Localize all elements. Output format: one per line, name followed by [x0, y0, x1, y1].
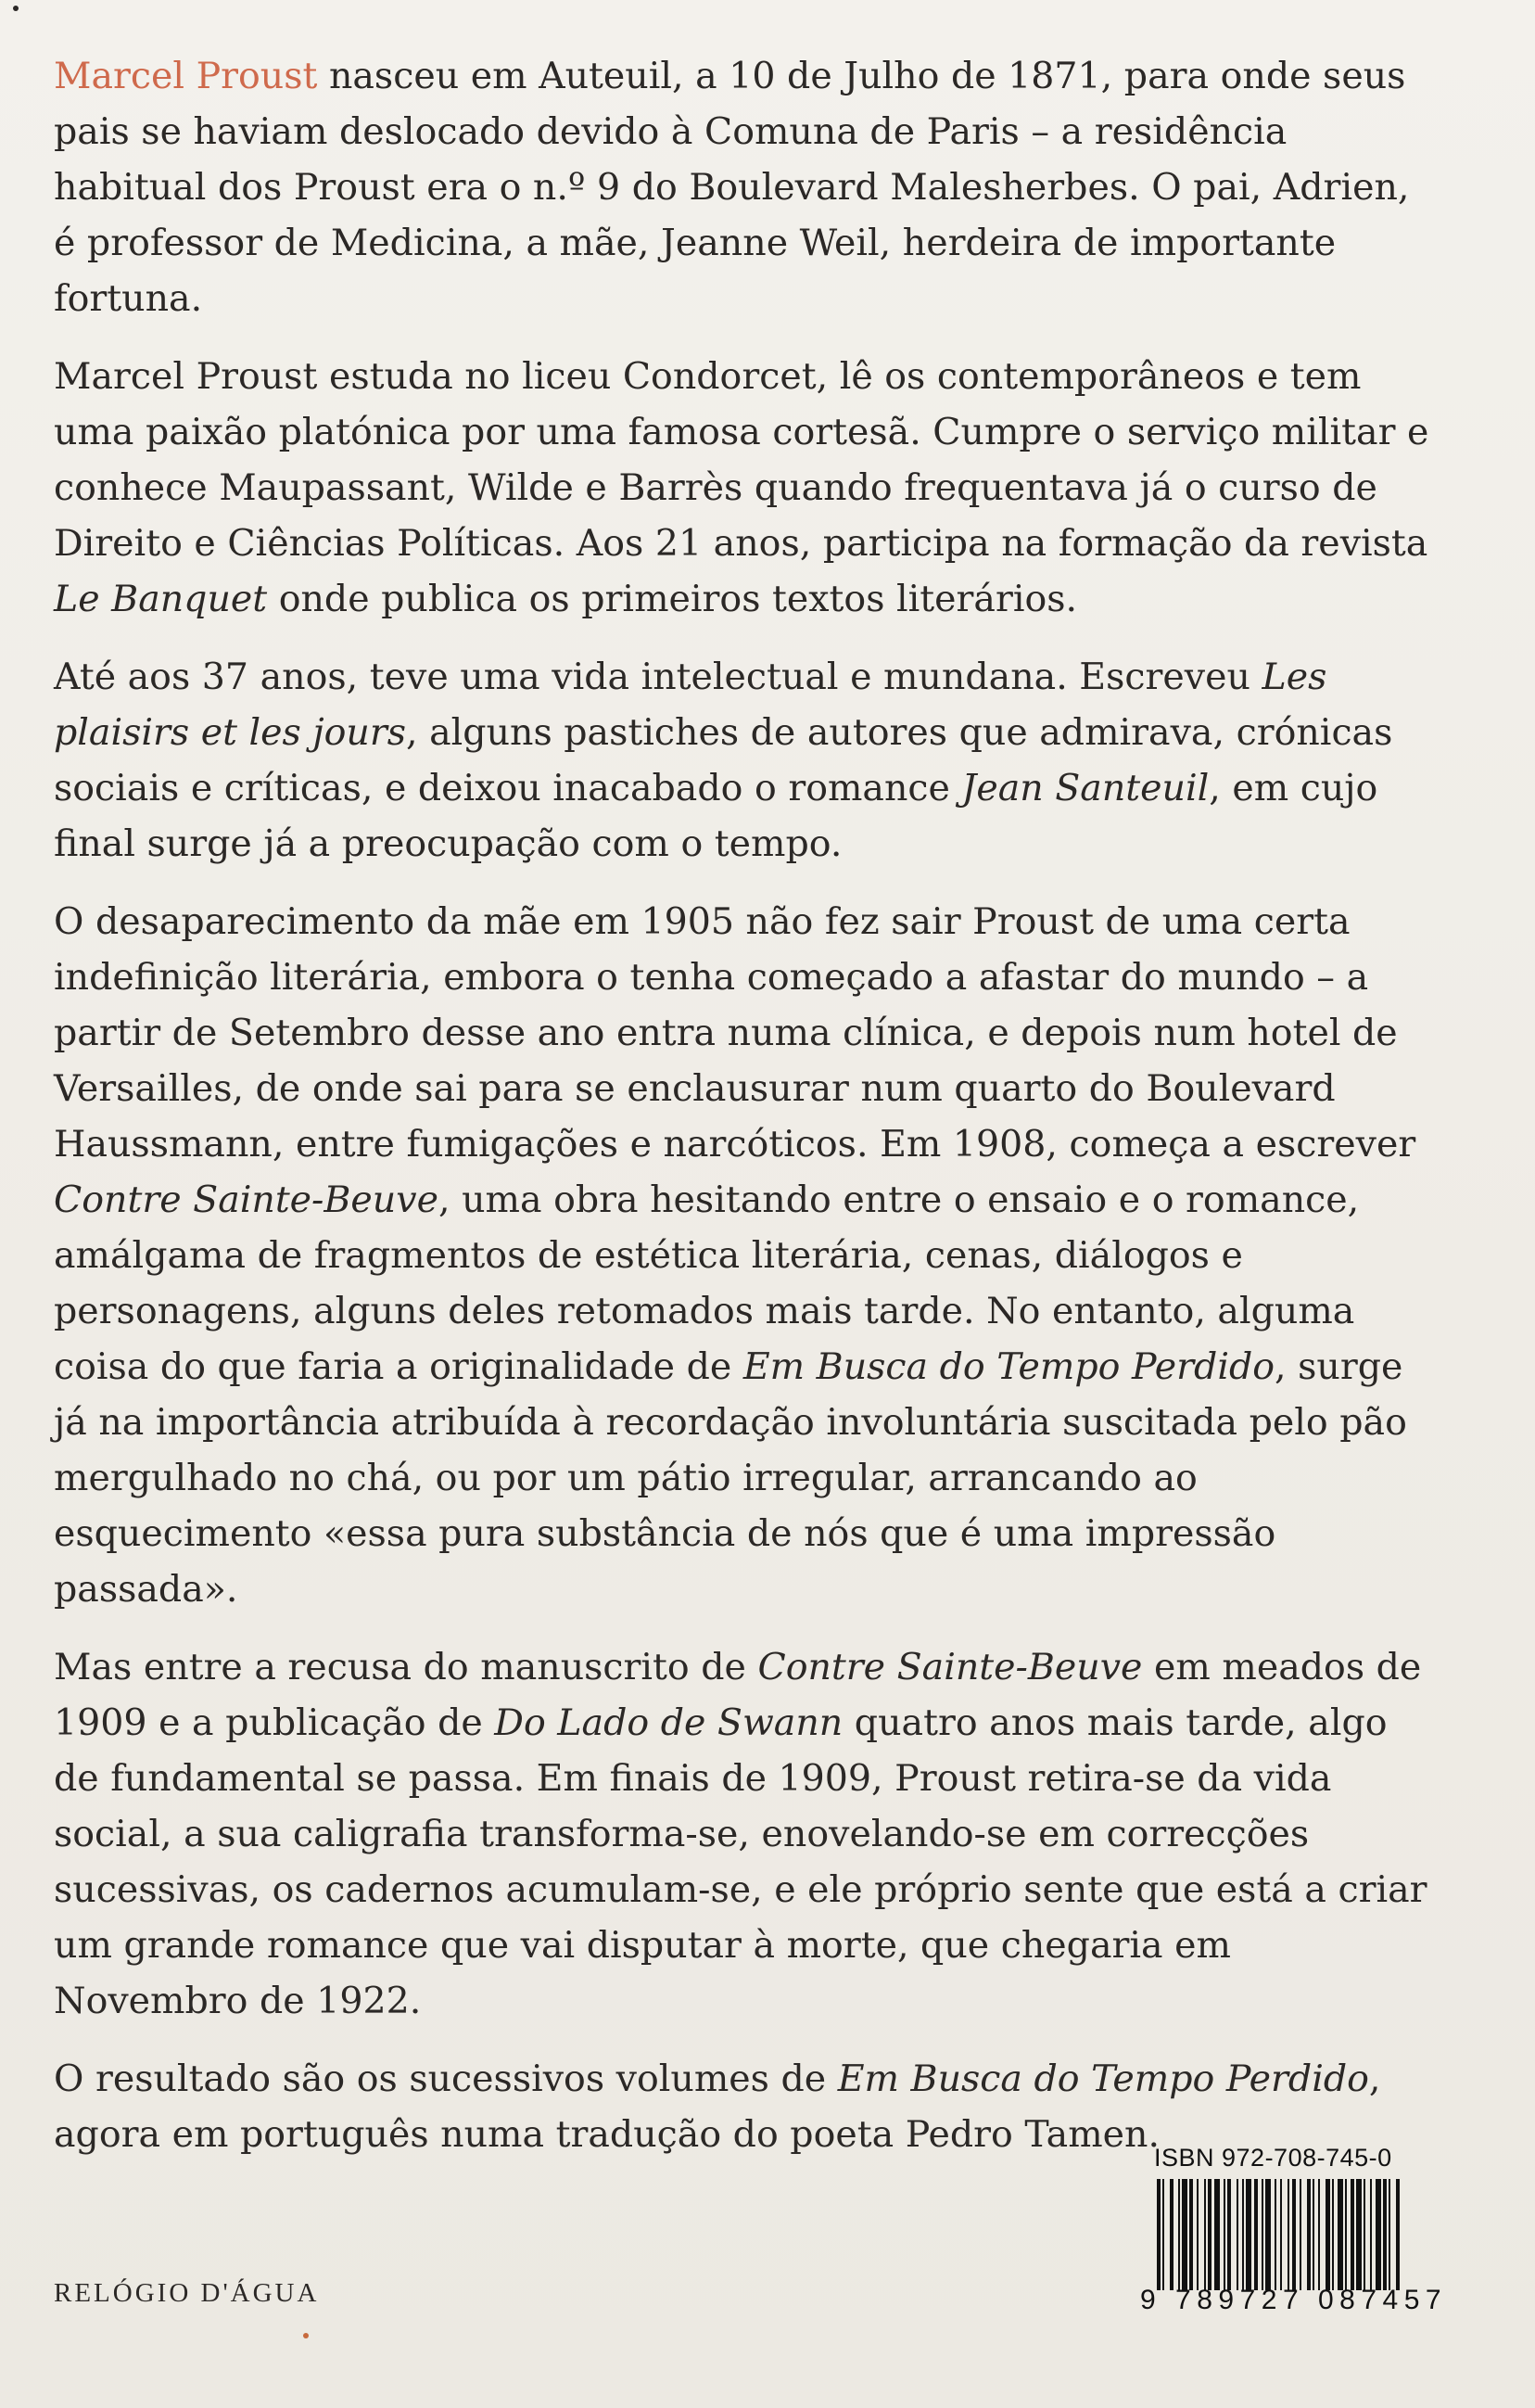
barcode-bar — [1182, 2179, 1187, 2290]
barcode-bar — [1275, 2179, 1276, 2290]
barcode-bar — [1356, 2179, 1362, 2290]
paragraph-5: Mas entre a recusa do manuscrito de Contre Sainte-Beuve em meados de 1909 e a publicação de Do Lado de Swann quatro anos mais tarde, algo de fundamental se passa. Em finais de 1909, Proust retira-se da vida social, a sua caligrafia transforma-se, enovelando-se em correcções sucessivas, os cadernos acumulam-se, e ele próprio sente que está a criar um grande romance que vai disputar à morte, que chegaria em Novembro de 1922. — [54, 1646, 1427, 2022]
barcode-bar — [1313, 2179, 1314, 2290]
barcode-bar — [1376, 2179, 1381, 2290]
paragraph-4: O desaparecimento da mãe em 1905 não fez sair Proust de uma certa indefinição literária, embora o tenha começado a afastar do mundo – a partir de Setembro desse ano entra numa clínica, e depois num hotel de Versailles, de onde sai para se enclausurar num quarto do Boulevard Haussmann, entre fumigações e narcóticos. Em 1908, começa a escrever Contre Sainte-Beuve, uma obra hesitando entre o ensaio e o romance, amálgama de fragmentos de estética literária, cenas, diálogos e personagens, alguns deles retomados mais tarde. No entanto, alguma coisa do que faria a originalidade de Em Busca do Tempo Perdido, surge já na importância atribuída à recordação involuntária suscitada pelo pão mergulhado no chá, ou por um pátio irregular, arrancando ao esquecimento «essa pura substância de nós que é uma impressão passada». — [54, 900, 1416, 1611]
paragraph-6: O resultado são os sucessivos volumes de Em Busca do Tempo Perdido, agora em português numa tradução do poeta Pedro Tamen. — [54, 2058, 1381, 2156]
barcode-bar — [1237, 2179, 1238, 2290]
barcode-bar — [1332, 2179, 1334, 2290]
barcode-bar — [1157, 2179, 1161, 2290]
paragraph-1 — [54, 48, 1435, 326]
barcode-bar — [1197, 2179, 1199, 2290]
title-jean-santeuil: Jean Santeuil — [961, 767, 1210, 809]
barcode-bar — [1208, 2179, 1212, 2290]
barcode-bar — [1288, 2179, 1289, 2290]
barcode-bar — [1307, 2179, 1311, 2290]
barcode-bar — [1338, 2179, 1343, 2290]
barcode-bar — [1254, 2179, 1258, 2290]
barcode-bar — [1318, 2179, 1320, 2290]
title-em-busca: Em Busca do Tempo Perdido — [837, 2058, 1369, 2100]
barcode-bar — [1170, 2179, 1173, 2290]
barcode — [1157, 2179, 1453, 2290]
barcode-bar — [1224, 2179, 1225, 2290]
barcode-bar — [1383, 2179, 1387, 2290]
title-contre-sainte-beuve: Contre Sainte-Beuve — [757, 1646, 1143, 1688]
ean-number: 9 789727 087457 — [1140, 2285, 1448, 2315]
author-name: Marcel Proust — [54, 55, 318, 97]
isbn-number: ISBN 972-708-745-0 — [1154, 2144, 1392, 2172]
barcode-bar — [1242, 2179, 1244, 2290]
paragraph-3: Até aos 37 anos, teve uma vida intelectual e mundana. Escreveu Les plaisirs et les jours, alguns pastiches de autores que admirava, crónicas sociais e críticas, e deixou inacabado o romance Jean Santeuil, em cujo final surge já a preocupação com o tempo. — [54, 656, 1393, 865]
barcode-bar — [1280, 2179, 1282, 2290]
barcode-bar — [1265, 2179, 1271, 2290]
corner-mark — [13, 6, 19, 11]
barcode-bar — [1292, 2179, 1296, 2290]
publisher-name: RELÓGIO D'ÁGUA — [54, 2278, 320, 2308]
barcode-bar — [1370, 2179, 1372, 2290]
publisher-dot — [303, 2333, 309, 2338]
barcode-bar — [1178, 2179, 1180, 2290]
barcode-bar — [1351, 2179, 1354, 2290]
title-le-banquet: Le Banquet — [54, 578, 268, 620]
barcode-bar — [1204, 2179, 1206, 2290]
paragraph-1-text: nasceu em Auteuil, a 10 de Julho de 1871, para onde seus pais se haviam deslocado devido à Comuna de Paris – a residência habitual dos Proust era o n.º 9 do Boulevard Malesherbes. O pai, Adrien, é professor de Medicina, a mãe, Jeanne Weil, herdeira de importante fortuna. — [54, 55, 1410, 320]
barcode-block — [1140, 2144, 1465, 2325]
barcode-bar — [1389, 2179, 1390, 2290]
title-contre-sainte-beuve: Contre Sainte-Beuve — [54, 1179, 438, 1221]
barcode-bar — [1214, 2179, 1220, 2290]
barcode-bar — [1189, 2179, 1193, 2290]
barcode-bar — [1345, 2179, 1347, 2290]
barcode-bar — [1227, 2179, 1231, 2290]
title-les-plaisirs: Les plaisirs et les jours — [54, 656, 1327, 754]
barcode-bar — [1262, 2179, 1263, 2290]
barcode-bar — [1246, 2179, 1251, 2290]
barcode-bar — [1300, 2179, 1301, 2290]
barcode-bar — [1162, 2179, 1164, 2290]
barcode-bar — [1396, 2179, 1400, 2290]
barcode-bar — [1364, 2179, 1365, 2290]
paragraph-2: Marcel Proust estuda no liceu Condorcet, lê os contemporâneos e tem uma paixão platónica por uma famosa cortesã. Cumpre o serviço militar e conhece Maupassant, Wilde e Barrès quando frequentava já o curso de Direito e Ciências Políticas. Aos 21 anos, participa na formação da revista Le Banquet onde publica os primeiros textos literários. — [54, 355, 1429, 620]
title-do-lado-de-swann: Do Lado de Swann — [494, 1701, 844, 1744]
barcode-bar — [1326, 2179, 1329, 2290]
blurb-text — [54, 48, 1435, 2185]
title-em-busca: Em Busca do Tempo Perdido — [742, 1345, 1275, 1388]
